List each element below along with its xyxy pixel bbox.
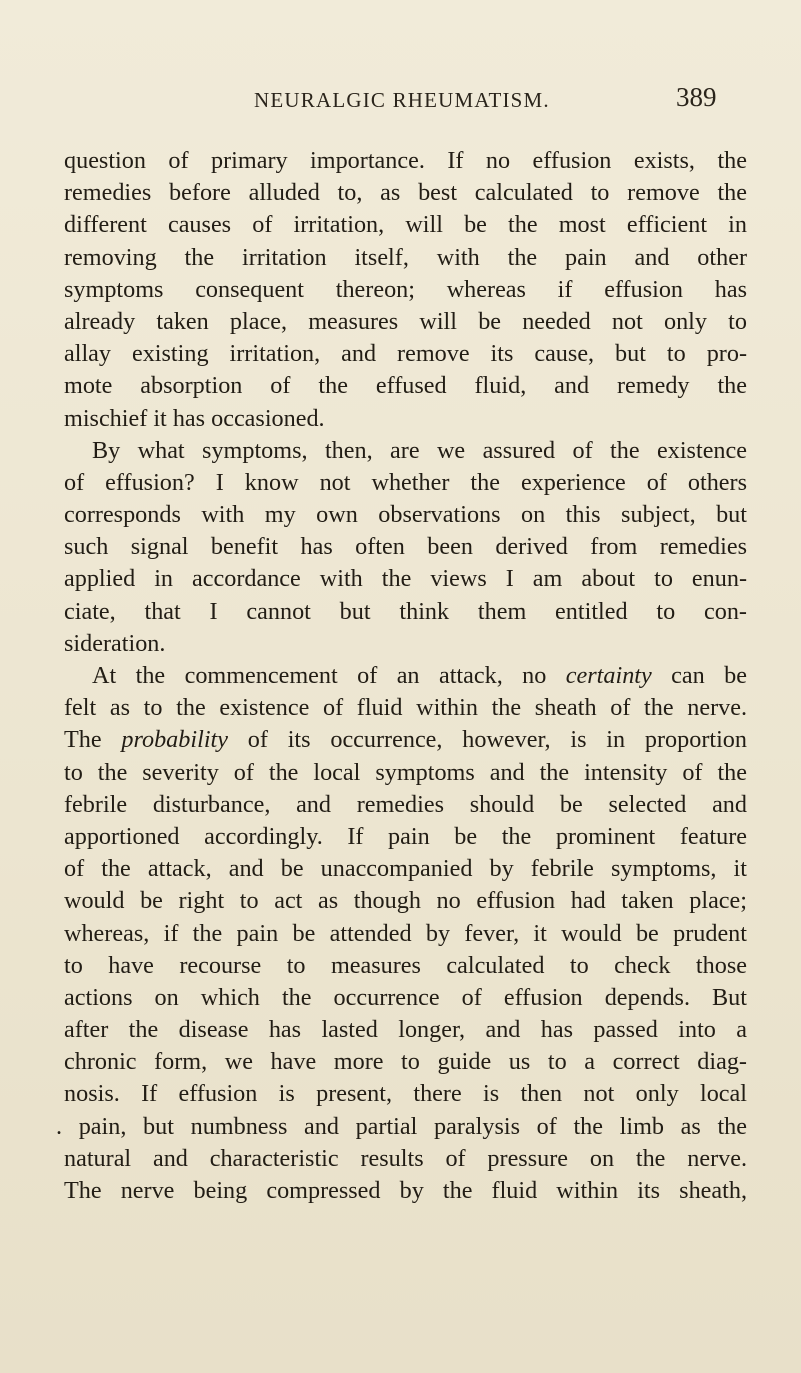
text-line: such signal benefit has often been derived from remedies [64, 533, 747, 561]
text-line: applied in accordance with the views I am about to enun- [64, 565, 747, 593]
text-line: . pain, but numbness and partial paralysis of the limb as the [56, 1112, 747, 1140]
text-line: removing the irritation itself, with the pain and other [64, 243, 747, 271]
body-text [56, 145, 747, 1207]
text-line: after the disease has lasted longer, and has passed into a [64, 1016, 747, 1044]
text-line: different causes of irritation, will be the most efficient in [64, 211, 747, 239]
italic-word: probability [121, 726, 228, 754]
text-line: The nerve being compressed by the fluid within its sheath, [64, 1177, 747, 1204]
text-line: allay existing irritation, and remove its cause, but to pro- [64, 340, 747, 368]
text-line: symptoms consequent thereon; whereas if effusion has [64, 275, 747, 303]
text-line: already taken place, measures will be needed not only to [64, 307, 747, 335]
text-line: remedies before alluded to, as best calculated to remove the [64, 179, 747, 207]
text-line: question of primary importance. If no effusion exists, the [64, 147, 747, 174]
text-line: nosis. If effusion is present, there is then not only local [64, 1080, 747, 1108]
text-line: febrile disturbance, and remedies should be selected and [64, 790, 747, 818]
text-line: would be right to act as though no effusion had taken place; [64, 887, 747, 915]
text-line: to have recourse to measures calculated to check those [64, 951, 747, 979]
text-line: to the severity of the local symptoms and the intensity of the [64, 758, 747, 786]
text-run: can be [651, 662, 747, 689]
text-line: natural and characteristic results of pressure on the nerve. [64, 1144, 747, 1172]
text-line [64, 724, 747, 756]
running-title: NEURALGIC RHEUMATISM. [254, 88, 550, 112]
page-number: 389 [676, 82, 717, 112]
italic-word: certainty [565, 662, 652, 689]
text-line: actions on which the occurrence of effusion depends. But [64, 983, 747, 1011]
text-line: whereas, if the pain be attended by fever, it would be prudent [64, 919, 747, 947]
text-line: chronic form, we have more to guide us to a correct diag- [64, 1048, 747, 1076]
text-line: By what symptoms, then, are we assured of the existence [92, 436, 747, 464]
text-line: felt as to the existence of fluid within the sheath of the nerve. [64, 694, 747, 722]
text-line: mischief it has occasioned. [64, 404, 325, 432]
text-line: apportioned accordingly. If pain be the prominent feature [64, 822, 747, 850]
text-line: sideration. [64, 629, 166, 657]
text-line: of effusion? I know not whether the experience of others [64, 468, 747, 496]
text-run: The [64, 726, 122, 754]
text-run: At the commencement of an attack, no [92, 662, 566, 689]
text-line: ciate, that I cannot but think them entitled to con- [64, 597, 747, 625]
text-line: of the attack, and be unaccompanied by febrile symptoms, it [64, 855, 747, 883]
text-line: corresponds with my own observations on this subject, but [64, 501, 747, 529]
page-header [0, 82, 801, 122]
text-run: of its occurrence, however, is in proportion [228, 726, 747, 754]
text-line: mote absorption of the effused fluid, and remedy the [64, 372, 747, 400]
text-line [64, 660, 747, 692]
